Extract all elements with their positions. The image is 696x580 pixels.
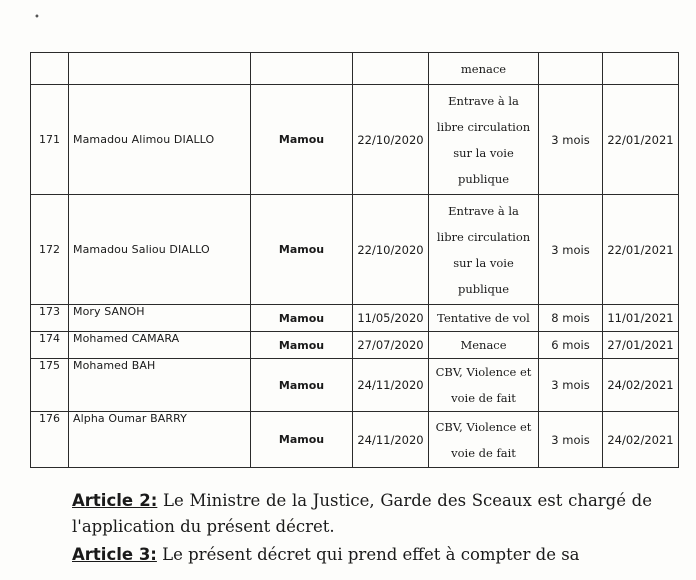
sentence-duration-cell: [539, 53, 603, 85]
detainee-name-cell: [69, 53, 251, 85]
table-row: [31, 359, 679, 412]
article-3: [72, 542, 652, 568]
row-number-cell: 173: [31, 305, 69, 332]
detainee-name-cell: Mory SANOH: [69, 305, 251, 332]
infraction-cell: Entrave à la libre circulation sur la voie publique: [429, 195, 539, 305]
sentence-duration-cell: 3 mois: [539, 359, 603, 412]
articles-section: [72, 488, 652, 570]
conviction-date-cell: 24/11/2020: [353, 412, 429, 468]
infraction-cell: menace: [429, 53, 539, 85]
row-number-cell: 174: [31, 332, 69, 359]
detainee-name-cell: Mamadou Alimou DIALLO: [69, 85, 251, 195]
sentence-duration-cell: 6 mois: [539, 332, 603, 359]
article-2: [72, 488, 652, 540]
prefecture-cell: Mamou: [251, 412, 353, 468]
table-row: [31, 195, 679, 305]
conviction-date-cell: 24/11/2020: [353, 359, 429, 412]
conviction-date-cell: 11/05/2020: [353, 305, 429, 332]
release-date-cell: 24/02/2021: [603, 412, 679, 468]
sentence-duration-cell: 3 mois: [539, 195, 603, 305]
sentence-duration-cell: 3 mois: [539, 85, 603, 195]
prefecture-cell: Mamou: [251, 195, 353, 305]
article-3-label: Article 3:: [72, 545, 157, 564]
release-date-cell: 27/01/2021: [603, 332, 679, 359]
infraction-cell: CBV, Violence et voie de fait: [429, 412, 539, 468]
detainee-table: [30, 52, 679, 468]
row-number-cell: 172: [31, 195, 69, 305]
row-number-cell: 176: [31, 412, 69, 468]
release-date-cell: 22/01/2021: [603, 195, 679, 305]
detainee-name-cell: Mamadou Saliou DIALLO: [69, 195, 251, 305]
release-date-cell: 22/01/2021: [603, 85, 679, 195]
table-row: [31, 305, 679, 332]
table-row: [31, 332, 679, 359]
prefecture-cell: Mamou: [251, 305, 353, 332]
row-number-cell: 171: [31, 85, 69, 195]
release-date-cell: [603, 53, 679, 85]
prefecture-cell: Mamou: [251, 359, 353, 412]
infraction-cell: Tentative de vol: [429, 305, 539, 332]
prefecture-cell: Mamou: [251, 332, 353, 359]
detainee-name-cell: Mohamed CAMARA: [69, 332, 251, 359]
release-date-cell: 24/02/2021: [603, 359, 679, 412]
detainee-name-cell: Alpha Oumar BARRY: [69, 412, 251, 468]
page-mark: •: [34, 12, 40, 23]
article-2-label: Article 2:: [72, 491, 158, 510]
conviction-date-cell: 22/10/2020: [353, 85, 429, 195]
detainee-name-cell: Mohamed BAH: [69, 359, 251, 412]
table-row: [31, 85, 679, 195]
prefecture-cell: [251, 53, 353, 85]
infraction-cell: Menace: [429, 332, 539, 359]
infraction-cell: Entrave à la libre circulation sur la voie publique: [429, 85, 539, 195]
conviction-date-cell: 22/10/2020: [353, 195, 429, 305]
row-number-cell: [31, 53, 69, 85]
conviction-date-cell: [353, 53, 429, 85]
conviction-date-cell: 27/07/2020: [353, 332, 429, 359]
sentence-duration-cell: 8 mois: [539, 305, 603, 332]
row-number-cell: 175: [31, 359, 69, 412]
release-date-cell: 11/01/2021: [603, 305, 679, 332]
table-row: [31, 412, 679, 468]
article-3-text: Le présent décret qui prend effet à compter de sa: [156, 545, 580, 564]
infraction-cell: CBV, Violence et voie de fait: [429, 359, 539, 412]
table-row: [31, 53, 679, 85]
sentence-duration-cell: 3 mois: [539, 412, 603, 468]
article-2-text: Le Ministre de la Justice, Garde des Sceaux est chargé de l'application du présent décret.: [72, 491, 653, 536]
prefecture-cell: Mamou: [251, 85, 353, 195]
